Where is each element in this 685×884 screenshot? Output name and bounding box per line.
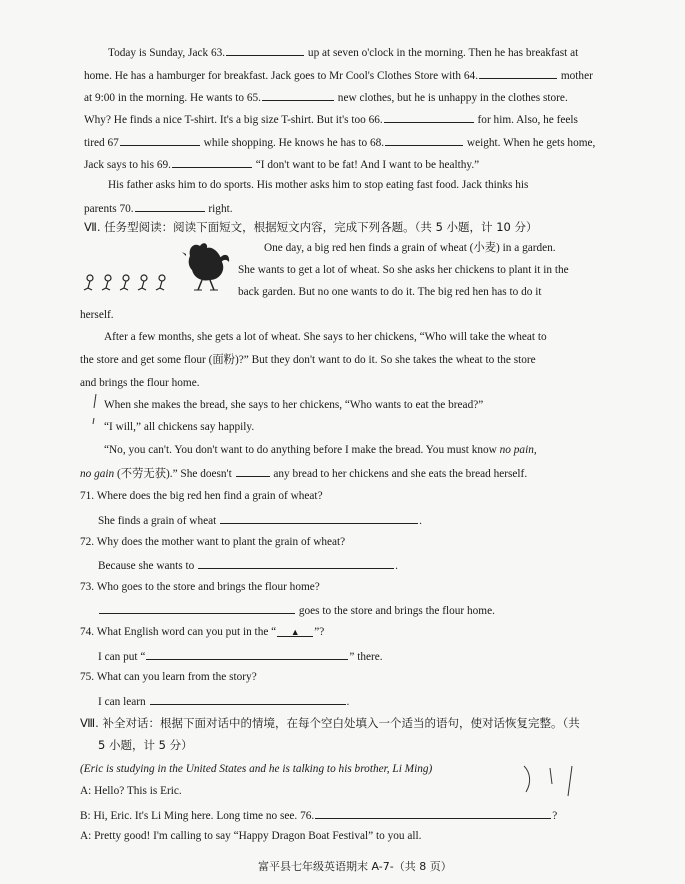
text: new clothes, but he is unhappy in the clothes store. — [337, 92, 568, 104]
text: “I don't want to be fat! And I want to be healthy.” — [255, 159, 480, 171]
story-line-3 — [238, 285, 542, 299]
passage-line-7 — [108, 178, 528, 192]
story-line-1 — [264, 241, 556, 255]
question-71: 71. Where does the big red hen find a grain of wheat? — [80, 490, 323, 502]
dialogue-line-a2: A: Pretty good! I'm calling to say “Happy Dragon Boat Festival” to you all. — [80, 830, 422, 842]
story-line-6 — [80, 353, 536, 367]
text: “No, you can't. You don't want to do anything before I make the bread. You must know — [104, 444, 497, 456]
blank-number-70: 70. — [119, 203, 134, 215]
text: back garden. But no one wants to do it. The big red hen has to do it — [238, 286, 542, 298]
passage-line-5 — [84, 134, 595, 150]
story-line-11 — [80, 465, 527, 481]
story-line-9 — [104, 420, 254, 434]
blank-70[interactable] — [135, 200, 205, 212]
text: Because she wants to — [98, 560, 195, 572]
page-footer: 富平县七年级英语期末 A-7-（共 8 页） — [258, 860, 452, 873]
blank-64[interactable] — [479, 67, 557, 79]
text: for him. Also, he feels — [477, 114, 578, 126]
passage-line-6 — [84, 156, 479, 172]
text: weight. When he gets home, — [466, 137, 596, 149]
dialogue-line-a1: A: Hello? This is Eric. — [80, 785, 182, 797]
answer-74 — [98, 648, 383, 664]
text: After a few months, she gets a lot of wheat. She says to her chickens, “Who will take the wheat to — [104, 331, 547, 343]
blank-number-66: 66. — [368, 114, 383, 126]
text: mother — [560, 70, 593, 82]
text: One day, a big red hen finds a grain of wheat (小麦) in a garden. — [264, 242, 556, 254]
text: She wants to get a lot of wheat. So she asks her chickens to plant it in the — [238, 264, 569, 276]
story-line-7 — [80, 376, 200, 390]
story-line-4 — [80, 308, 114, 322]
blank-69[interactable] — [172, 156, 252, 168]
text: When she makes the bread, she says to her chickens, “Who wants to eat the bread?” — [104, 399, 484, 411]
text: ? — [552, 810, 558, 822]
text: Today is Sunday, Jack — [108, 47, 209, 59]
text: (不劳无获).” She doesn't — [117, 468, 232, 480]
question-73: 73. Who goes to the store and brings the flour home? — [80, 581, 320, 593]
blank-triangle[interactable] — [236, 465, 270, 477]
question-75: 75. What can you learn from the story? — [80, 671, 257, 683]
hen-icon — [180, 238, 232, 292]
passage-line-2 — [84, 67, 593, 83]
answer-71-field[interactable] — [220, 512, 418, 524]
blank-number-76: 76. — [300, 810, 315, 822]
answer-72: Because she wants to . — [98, 557, 398, 573]
text: parents — [84, 203, 117, 215]
text: goes to the store and brings the flour home. — [298, 605, 495, 617]
text: I can put “ — [98, 651, 146, 663]
blank-number-64: 64. — [463, 70, 479, 82]
answer-73 — [98, 602, 495, 618]
blank-number-67: 67 — [107, 137, 119, 149]
italic-text: no pain, — [499, 444, 537, 456]
story-line-10 — [104, 443, 537, 457]
text: tired — [84, 137, 105, 149]
triangle-mark — [277, 625, 313, 637]
section-8-heading-cont: 5 小题，计 5 分） — [98, 738, 193, 752]
blank-68[interactable] — [385, 134, 463, 146]
text: and brings the flour home. — [80, 377, 200, 389]
answer-75: I can learn . — [98, 693, 349, 709]
text: Why? He finds a nice T-shirt. It's a big size T-shirt. But it's too — [84, 114, 366, 126]
answer-74-field[interactable] — [146, 648, 348, 660]
blank-number-68: 68. — [369, 137, 385, 149]
text: Jack says to his — [84, 159, 154, 171]
chicks-icon — [82, 272, 178, 294]
text: home. He has a hamburger for breakfast. Jack goes to Mr Cool's Clothes Store with — [84, 70, 462, 82]
text: at 9:00 in the morning. He wants to — [84, 92, 245, 104]
text: while shopping. He knows he has to — [203, 137, 368, 149]
answer-73-field[interactable] — [99, 602, 295, 614]
story-line-8 — [104, 398, 483, 412]
section-7-heading: Ⅶ. 任务型阅读：阅读下面短文，根据短文内容，完成下列各题。（共 5 小题，计 10 分） — [84, 220, 538, 234]
text: “I will,” all chickens say happily. — [104, 421, 255, 433]
section-8-heading: Ⅷ. 补全对话：根据下面对话中的情境，在每个空白处填入一个适当的语句，使对话恢复完整。（共 — [80, 716, 580, 730]
blank-66[interactable] — [384, 111, 474, 123]
passage-line-3 — [84, 89, 568, 105]
text: any bread to her chickens and she eats the bread herself. — [273, 468, 528, 480]
passage-line-4 — [84, 111, 578, 127]
text: herself. — [80, 309, 114, 321]
pen-mark-icon — [520, 762, 580, 802]
story-line-2 — [238, 263, 569, 277]
passage-line-8 — [84, 200, 233, 216]
passage-line-1 — [108, 44, 578, 60]
blank-67[interactable] — [120, 134, 200, 146]
pen-mark-icon — [90, 392, 100, 426]
text: up at seven o'clock in the morning. Then he has breakfast at — [307, 47, 579, 59]
question-72: 72. Why does the mother want to plant the grain of wheat? — [80, 536, 346, 548]
answer-75-field[interactable] — [150, 693, 346, 705]
blank-number-69: 69. — [156, 159, 171, 171]
answer-71: She finds a grain of wheat . — [98, 512, 422, 528]
text: right. — [208, 203, 233, 215]
triangle-icon: ▲ — [290, 627, 300, 637]
italic-text: no gain — [80, 468, 115, 480]
story-line-5 — [104, 330, 547, 344]
dialogue-context: (Eric is studying in the United States and he is talking to his brother, Li Ming) — [80, 763, 433, 775]
blank-65[interactable] — [262, 89, 334, 101]
text: ”? — [314, 626, 325, 638]
dialogue-line-b1 — [80, 807, 557, 823]
text: B: Hi, Eric. It's Li Ming here. Long time no see. — [80, 810, 298, 822]
text: 74. What English word can you put in the “ — [80, 626, 277, 638]
text: I can learn — [98, 696, 146, 708]
blank-63[interactable] — [226, 44, 304, 56]
blank-number-65: 65. — [246, 92, 261, 104]
text: the store and get some flour (面粉)?” But they don't want to do it. So she takes the wheat to the store — [80, 354, 536, 366]
blank-76[interactable] — [315, 807, 551, 819]
blank-number-63: 63. — [210, 47, 226, 59]
text: His father asks him to do sports. His mother asks him to stop eating fast food. Jack thinks his — [108, 179, 529, 191]
text: She finds a grain of wheat — [98, 515, 217, 527]
answer-72-field[interactable] — [198, 557, 394, 569]
question-74 — [80, 625, 324, 639]
text: ” there. — [349, 651, 383, 663]
